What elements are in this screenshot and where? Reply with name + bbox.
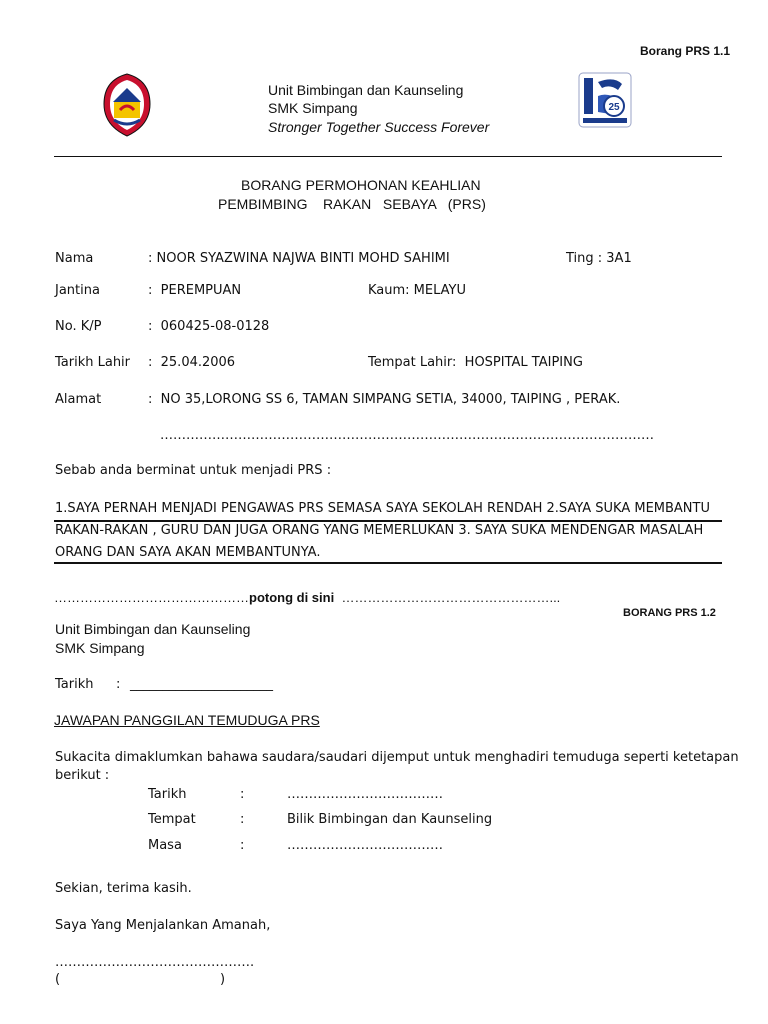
nama-value: : NOOR SYAZWINA NAJWA BINTI MOHD SAHIMI	[148, 251, 450, 266]
detail-tarikh-colon: :	[240, 787, 245, 802]
signoff-text: Saya Yang Menjalankan Amanah,	[55, 918, 271, 933]
school-name: SMK Simpang	[268, 100, 358, 116]
reply-unit: Unit Bimbingan dan Kaunseling	[55, 621, 251, 637]
detail-tarikh-value: ………………………………	[287, 787, 443, 802]
reason-line3: ORANG DAN SAYA AKAN MEMBANTUNYA.	[55, 545, 321, 560]
reply-intro-line2: berikut :	[55, 768, 110, 783]
alamat-value: : NO 35,LORONG SS 6, TAMAN SIMPANG SETIA, 34000, TAIPING , PERAK.	[148, 392, 621, 407]
reply-tarikh-blank: ______________________	[130, 677, 273, 692]
header-divider	[54, 156, 722, 157]
kaum-value: Kaum: MELAYU	[368, 283, 466, 298]
reply-tarikh-colon: :	[116, 677, 121, 692]
tempat-lahir-value: Tempat Lahir: HOSPITAL TAIPING	[368, 355, 583, 370]
nama-label: Nama	[55, 251, 94, 266]
cut-line	[54, 590, 560, 605]
reply-intro-line1: Sukacita dimaklumkan bahawa saudara/saudari dijemput untuk menghadiri temuduga seperti ketetapan	[55, 750, 739, 765]
form-code-1: Borang PRS 1.1	[640, 44, 731, 58]
nokp-label: No. K/P	[55, 319, 102, 334]
form-title-line1: BORANG PERMOHONAN KEAHLIAN	[241, 177, 481, 193]
detail-tempat-label: Tempat	[148, 812, 196, 827]
alamat-dots: ……………………………………………………………………………………………………	[160, 428, 654, 443]
detail-tempat-colon: :	[240, 812, 245, 827]
cut-label: potong di sini	[249, 590, 335, 605]
tarikh-lahir-value: : 25.04.2006	[148, 355, 236, 370]
school-crest-logo	[100, 72, 154, 138]
reason-underline-2	[54, 562, 722, 564]
school-motto: Stronger Together Success Forever	[268, 119, 490, 135]
reply-school: SMK Simpang	[55, 640, 145, 656]
detail-tarikh-label: Tarikh	[148, 787, 187, 802]
name-paren-close: )	[220, 972, 226, 987]
reason-prompt: Sebab anda berminat untuk menjadi PRS :	[55, 463, 332, 478]
jantina-value: : PEREMPUAN	[148, 283, 242, 298]
nokp-value: : 060425-08-0128	[148, 319, 270, 334]
closing-text: Sekian, terima kasih.	[55, 881, 192, 896]
reason-underline-1	[54, 520, 722, 522]
detail-tempat-value: Bilik Bimbingan dan Kaunseling	[287, 812, 493, 827]
school-unit: Unit Bimbingan dan Kaunseling	[268, 82, 464, 98]
form-code-2: BORANG PRS 1.2	[623, 607, 716, 619]
reason-line2: RAKAN-RAKAN , GURU DAN JUGA ORANG YANG MEMERLUKAN 3. SAYA SUKA MENDENGAR MASALAH	[55, 523, 704, 538]
form-title-line2: PEMBIMBING RAKAN SEBAYA (PRS)	[218, 196, 486, 212]
tarikh-lahir-label: Tarikh Lahir	[55, 355, 131, 370]
name-paren-open: (	[55, 972, 61, 987]
reply-tarikh-label: Tarikh	[55, 677, 94, 692]
detail-masa-label: Masa	[148, 838, 182, 853]
reason-line1: 1.SAYA PERNAH MENJADI PENGAWAS PRS SEMASA SAYA SEKOLAH RENDAH 2.SAYA SUKA MEMBANTU	[55, 501, 710, 516]
cut-dots-left: ………………………………………	[54, 590, 249, 605]
cut-dots-right: …………………………………………...	[341, 590, 561, 605]
reply-heading: JAWAPAN PANGGILAN TEMUDUGA PRS	[54, 712, 320, 728]
anniversary-number: 25	[608, 102, 620, 113]
alamat-label: Alamat	[55, 392, 102, 407]
detail-masa-value: ………………………………	[287, 838, 443, 853]
detail-masa-colon: :	[240, 838, 245, 853]
signature-dots: ……………………………………….	[55, 955, 255, 970]
anniversary-logo	[578, 72, 632, 128]
ting-value: Ting : 3A1	[566, 251, 632, 266]
jantina-label: Jantina	[55, 283, 100, 298]
